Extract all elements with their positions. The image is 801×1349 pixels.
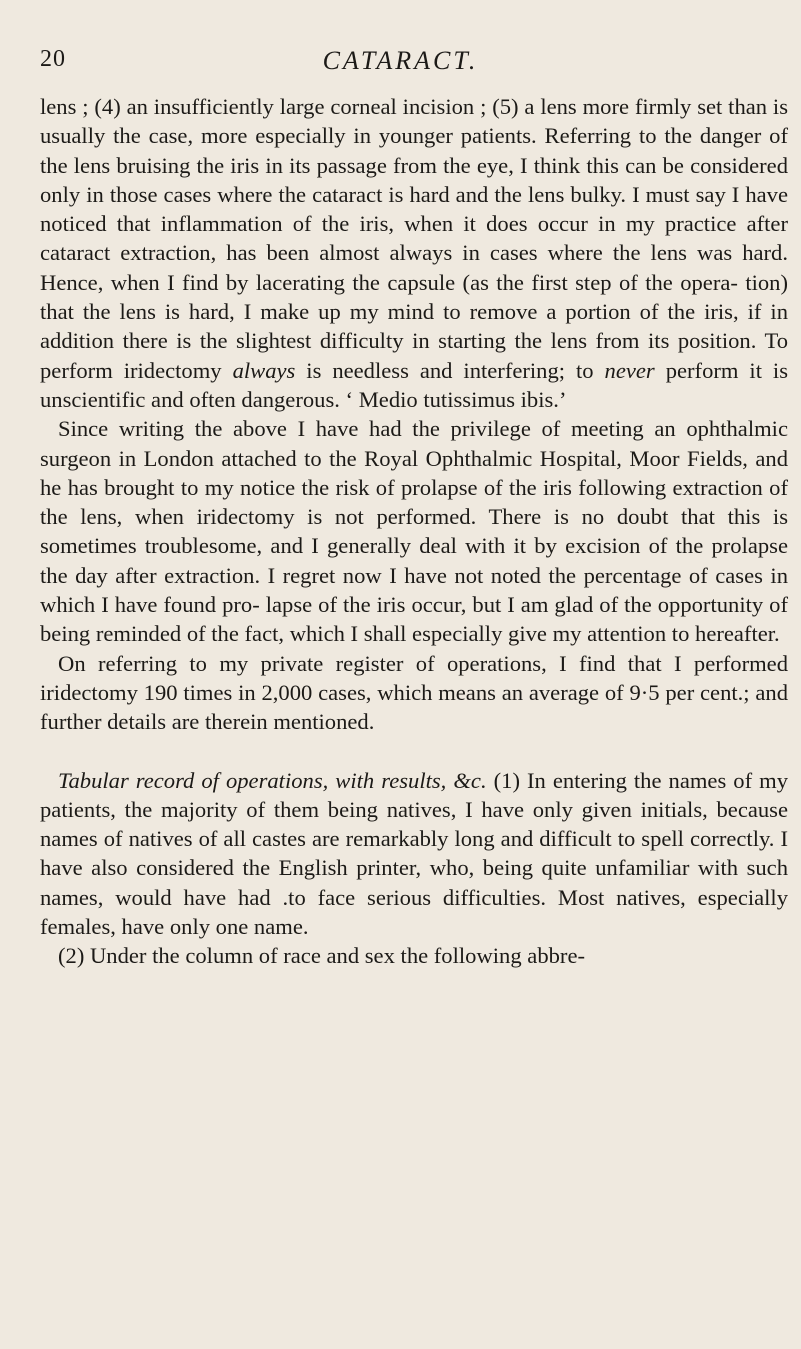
running-title: CATARACT. — [322, 46, 479, 75]
page-number: 20 — [40, 46, 66, 72]
paragraph-iridectomy-causes — [40, 92, 788, 414]
text-segment: lens ; (4) an insufficiently large corneal incision ; (5) a lens more firmly set than is usually the case, more especially in younger patients. Referring to the danger of the lens bruising the iris in its passage from the eye, I think this can be considered only in those cases where the cataract is hard and the lens bulky. I must say I have noticed that inflammation of the iris, when it does occur in my practice after cataract extraction, has been almost always in cases where the lens was hard. Hence, when I find by lacerating the capsule (as the first step of the opera- tion) that the lens is hard, I make up my mind to remove a portion of the iris, if in addition there is the slightest difficulty in starting the lens from its position. To perform iridectomy — [40, 94, 788, 383]
text-segment: is needless and interfering; to — [295, 357, 605, 383]
emphasis-never: never — [604, 357, 655, 383]
text-segment: (1) In entering the names of my patients, the majority of them being natives, I have only given initials, because names of natives of all castes are remarkably long and difficult to spell correctly. I have also considered the English printer, who, being quite unfamiliar with such names, would have had .to face serious difficulties. Most natives, especially females, have only one name. — [40, 767, 788, 940]
body-text — [40, 92, 788, 971]
paragraph-tabular-record — [40, 766, 788, 942]
paragraph-register: On referring to my private register of operations, I find that I performed iridectomy 190 times in 2,000 cases, which means an average of 9·5 per cent.; and further details are therein mentioned. — [40, 650, 788, 735]
text-segment: perform it is unscientific and often dangerous. ‘ Medio tutissimus ibis.’ — [40, 357, 789, 412]
paragraph-abbreviations: (2) Under the column of race and sex the following abbre- — [58, 943, 585, 969]
section-heading-tabular-record: Tabular record of operations, with results, &c. — [58, 767, 487, 793]
page-header — [0, 46, 801, 80]
emphasis-always: always — [232, 357, 296, 383]
paragraph-prolapse: Since writing the above I have had the privilege of meeting an ophthalmic surgeon in London attached to the Royal Ophthalmic Hospital, Moor Fields, and he has brought to my notice the risk of prolapse of the iris following extraction of the lens, when iridectomy is not performed. There is no doubt that this is sometimes troublesome, and I generally deal with it by excision of the prolapse the day after extraction. I regret now I have not noted the percentage of cases in which I have found pro- lapse of the iris occur, but I am glad of the opportunity of being reminded of the fact, which I shall especially give my attention to hereafter. — [40, 416, 788, 647]
